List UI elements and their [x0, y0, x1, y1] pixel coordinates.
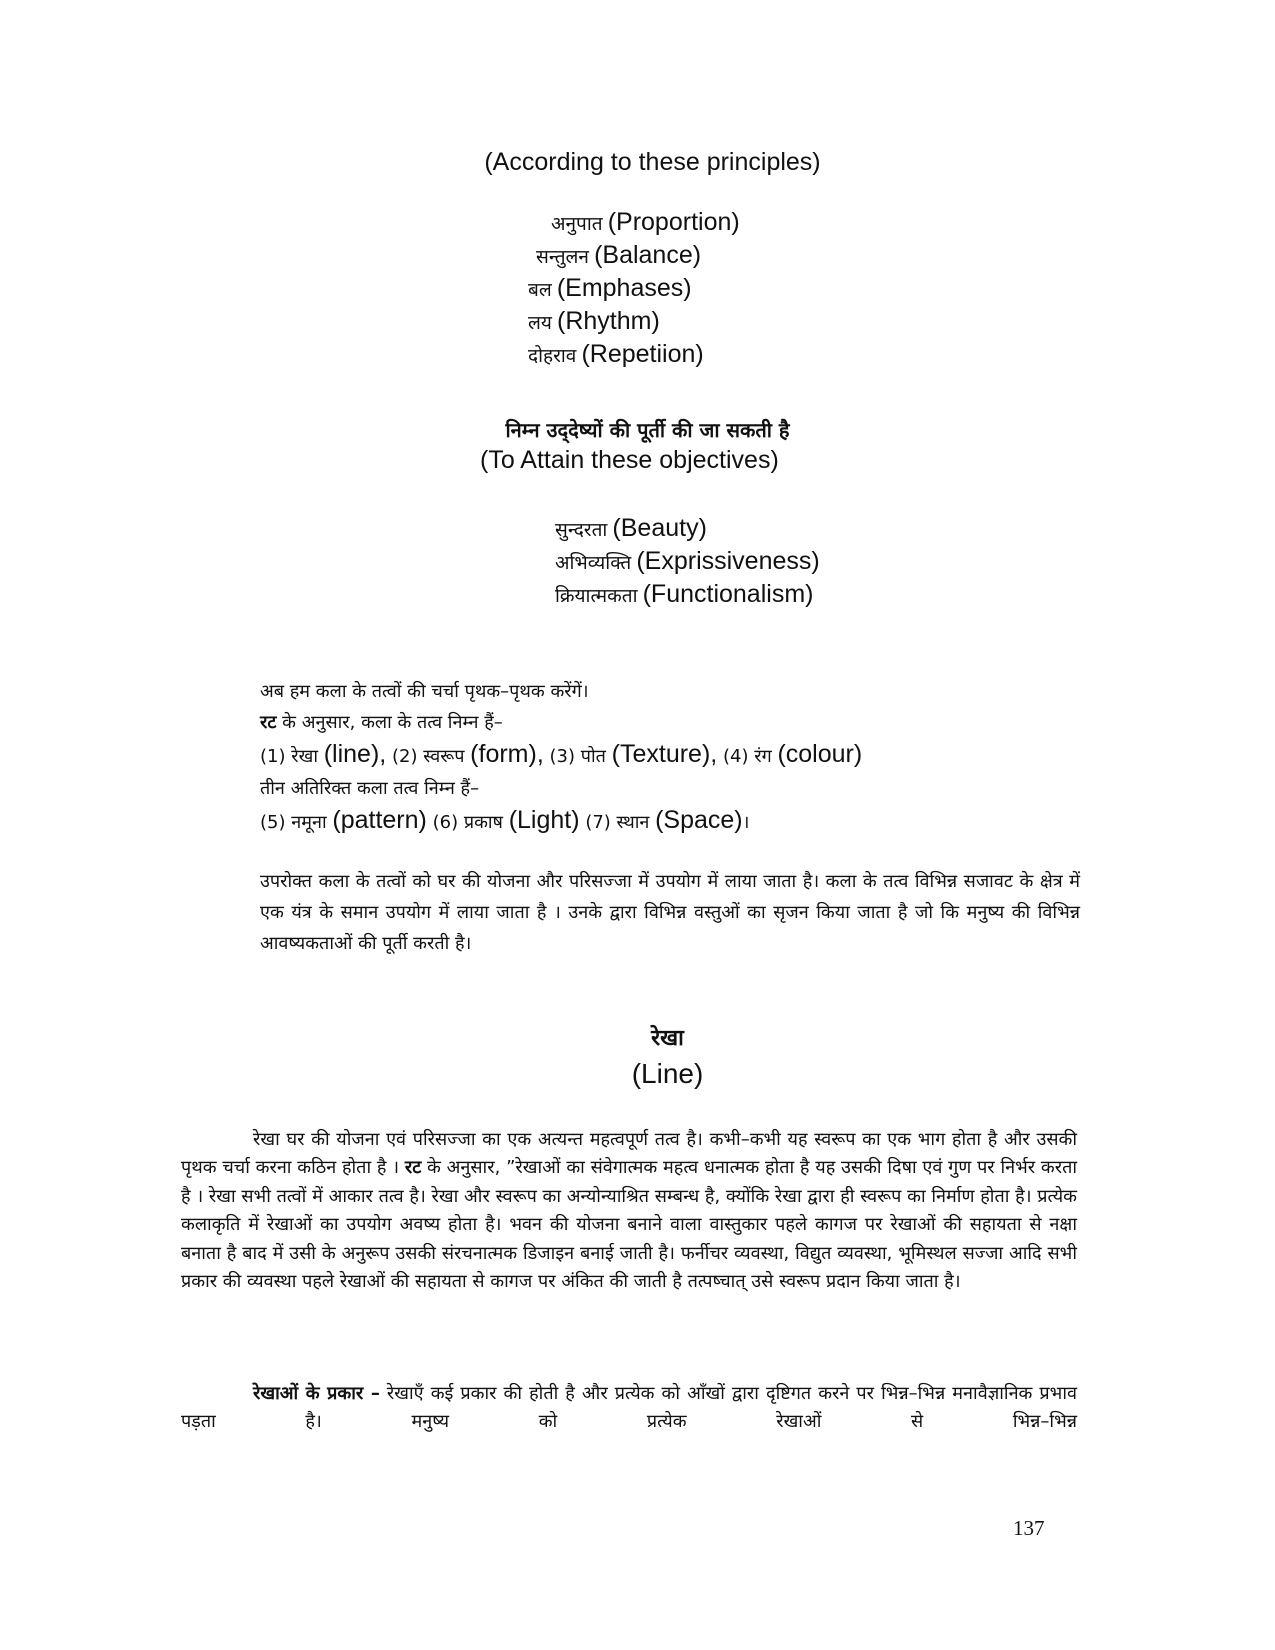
element-num: (1) — [260, 746, 286, 767]
list-item — [0, 305, 740, 338]
line-para-part1: रेखा घर की योजना एवं परिसज्जा का एक अत्यन्त महत्वपूर्ण तत्व है। कभी–कभी यह स्वरूप का एक भाग होता है और उसकी पृथक चर्चा करना कठिन होता है । — [181, 1129, 1077, 1179]
list-item — [555, 545, 820, 578]
objective-hindi: सुन्दरता — [555, 519, 608, 541]
element-hindi: प्रकाष — [463, 812, 503, 833]
element-english: (Texture), — [611, 740, 718, 768]
element-num: (4) — [722, 746, 749, 767]
objective-english: (Exprissiveness) — [636, 547, 820, 575]
elements-block — [260, 676, 1080, 839]
list-item — [555, 512, 820, 545]
objective-english: (Functionalism) — [642, 580, 814, 608]
list-item — [0, 206, 740, 239]
usage-paragraph: उपरोक्त कला के तत्वों को घर की योजना और परिसज्जा में उपयोग में लाया जाता है। कला के तत्व विभिन्न सजावट के क्षेत्र में एक यंत्र के समान उपयोग में लाया जाता है । उनके द्वारा विभिन्न वस्तुओं का सृजन किया जाता है जो कि मनुष्य की विभिन्न आवष्यकताओं की पूर्ती करती है। — [260, 871, 1080, 954]
element-num: (2) — [391, 746, 418, 767]
element-num: (5) — [260, 812, 286, 833]
element-hindi: स्वरूप — [423, 746, 465, 767]
element-hindi: स्थान — [616, 812, 650, 833]
objective-hindi: अभिव्यक्ति — [555, 552, 632, 574]
principle-hindi: दोहराव — [528, 345, 577, 367]
elements-list-2 — [260, 804, 1080, 839]
section-title-english: (Line) — [631, 1058, 704, 1089]
objectives-heading-english: (To Attain these objectives) — [480, 446, 779, 474]
section-title-hindi: रेखा — [651, 1026, 684, 1051]
principle-english: (Repetiion) — [581, 340, 704, 368]
principles-heading: (According to these principles) — [484, 148, 821, 176]
principle-hindi: अनुपात — [551, 213, 603, 235]
element-english: (form), — [470, 740, 544, 768]
page-number: 137 — [1013, 1516, 1045, 1540]
principle-english: (Emphases) — [556, 274, 692, 302]
element-hindi: नमूना — [291, 812, 327, 833]
principle-hindi: बल — [528, 279, 552, 301]
types-paragraph — [181, 1380, 1077, 1437]
element-english: (Space) — [655, 806, 743, 834]
principle-hindi: सन्तुलन — [536, 246, 589, 268]
element-num: (3) — [549, 746, 576, 767]
list-item — [555, 578, 820, 611]
objective-english: (Beauty) — [612, 514, 707, 542]
element-hindi: रेखा — [291, 746, 318, 767]
list-item — [0, 338, 740, 371]
element-hindi: पोत — [580, 746, 606, 767]
rut-rest: के अनुसार, कला के तत्व निम्न हैं– — [276, 712, 503, 733]
element-num: (6) — [432, 812, 459, 833]
principles-list — [0, 206, 740, 371]
element-english: (Light) — [508, 806, 580, 834]
rut-bold: रट — [404, 1157, 422, 1179]
element-english: (line), — [323, 740, 387, 768]
end-mark: । — [742, 812, 750, 833]
principle-hindi: लय — [528, 312, 552, 334]
elements-intro: अब हम कला के तत्वों की चर्चा पृथक–पृथक करेंगें। — [260, 681, 589, 702]
objective-hindi: क्रियात्मकता — [555, 585, 638, 607]
elements-rut-line — [260, 707, 1080, 738]
line-para-part2: के अनुसार, ”रेखाओं का संवेगात्मक महत्व धनात्मक होता है यह उसकी दिषा एवं गुण पर निर्भर करता है । रेखा सभी तत्वों में आकार तत्व है। रेखा और स्वरूप का अन्योन्याश्रित सम्बन्ध है, क्योंकि रेखा द्वारा ही स्वरूप का निर्माण होता है। प्रत्येक कलाकृति में रेखाओं का उपयोग अवष्य होता है। भवन की योजना बनाने वाला वास्तुकार पहले कागज पर रेखाओं की सहायता से नक्षा बनाता है बाद में उसी के अनुरूप उसकी संरचनात्मक डिजाइन बनाई जाती है। फर्नीचर व्यवस्था, विद्युत व्यवस्था, भूमिस्थल सज्जा आदि सभी प्रकार की व्यवस्था पहले रेखाओं की सहायता से कागज पर अंकित की जाती है तत्पष्चात् उसे स्वरूप प्रदान किया जाता है। — [181, 1157, 1077, 1293]
types-rest: रेखाएँ कई प्रकार की होती है और प्रत्येक को आँखों द्वारा दृष्टिगत करने पर भिन्न–भिन्न मनावैज्ञानिक प्रभाव पड़ता है। मनुष्य को प्रत्येक रेखाओं से भिन्न–भिन्न — [181, 1383, 1078, 1433]
principle-english: (Rhythm) — [557, 307, 660, 335]
objectives-list — [555, 512, 820, 611]
elements-list-1 — [260, 738, 1080, 773]
element-num: (7) — [585, 812, 611, 833]
element-hindi: रंग — [754, 746, 772, 767]
list-item — [0, 239, 740, 272]
types-heading: रेखाओं के प्रकार – — [253, 1383, 380, 1404]
element-english: (pattern) — [332, 806, 427, 834]
objectives-heading-hindi: निम्न उद्‌देष्यों की पूर्ती की जा सकती है — [505, 418, 790, 442]
line-paragraph — [181, 1126, 1077, 1296]
principle-english: (Balance) — [594, 241, 702, 269]
element-english: (colour) — [777, 740, 863, 768]
rut-bold: रट — [260, 712, 277, 733]
elements-extra: तीन अतिरिक्त कला तत्व निम्न हैं– — [260, 778, 480, 799]
list-item — [0, 272, 740, 305]
principle-english: (Proportion) — [607, 208, 740, 236]
